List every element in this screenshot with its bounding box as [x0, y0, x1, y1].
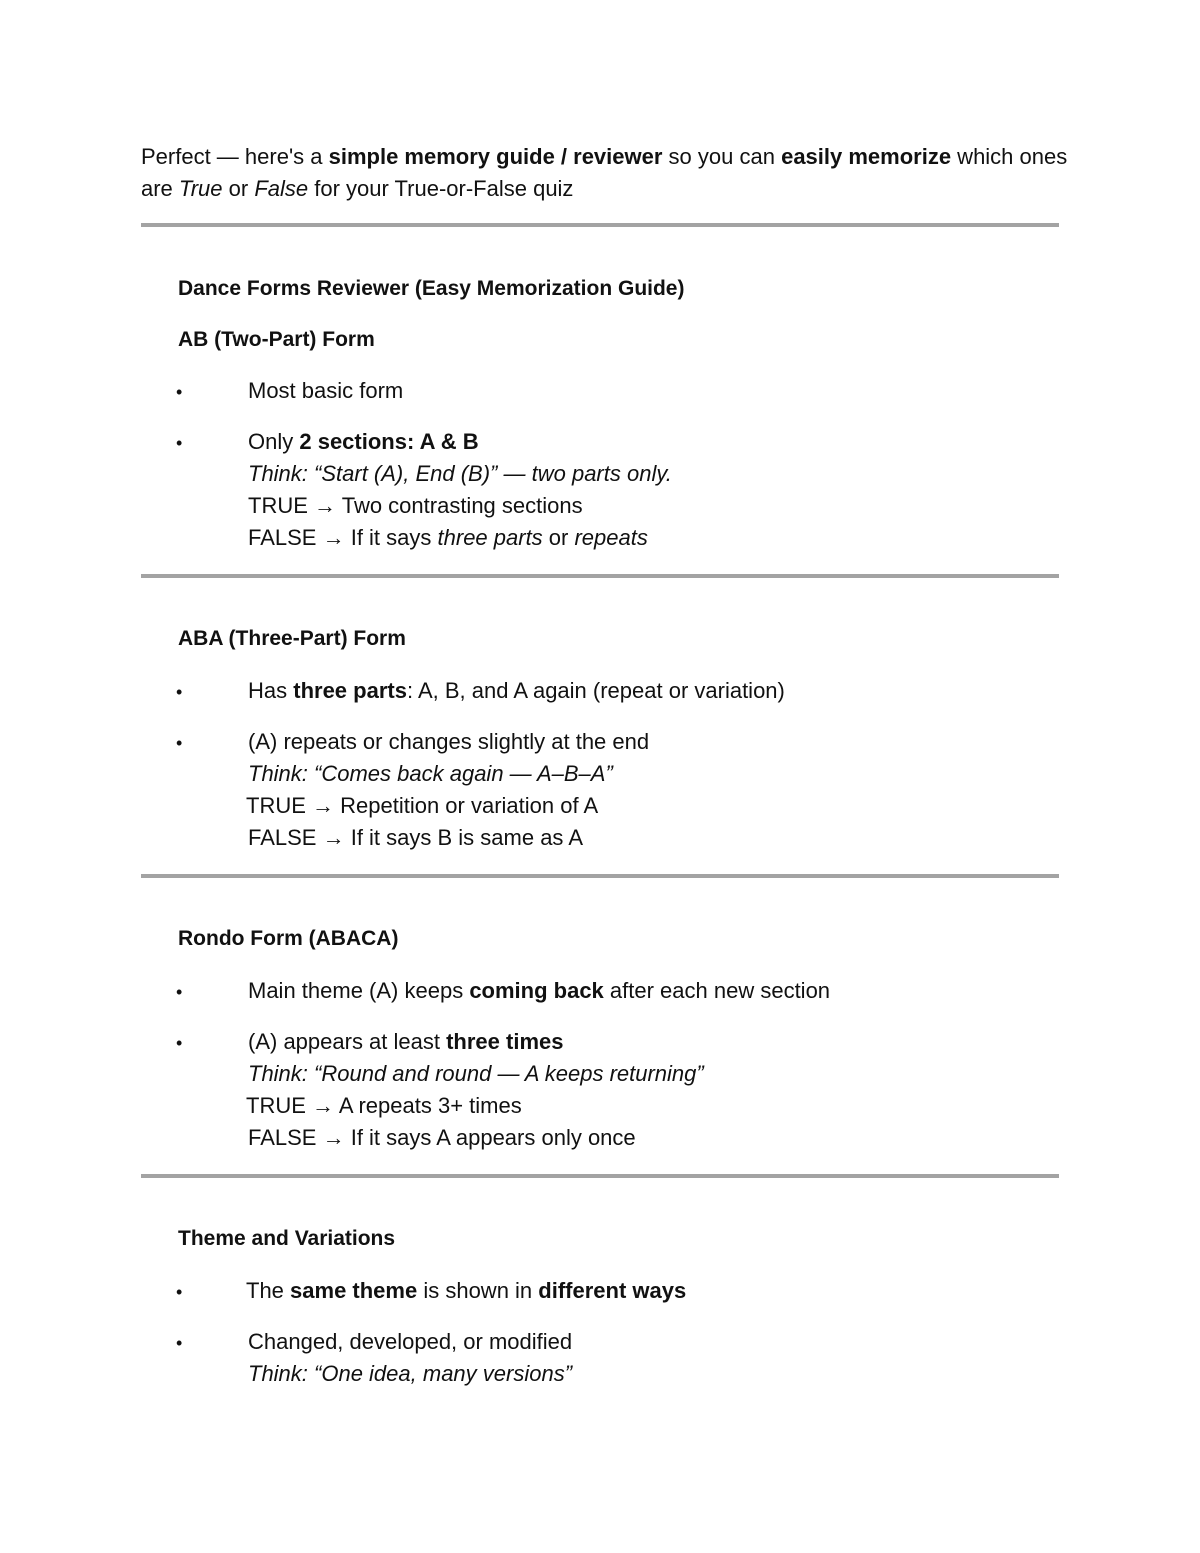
section-heading-aba: ABA (Three-Part) Form [178, 627, 406, 650]
think-label: Think [248, 1361, 302, 1386]
intro-text: which ones are [141, 144, 1068, 201]
text: is shown in [417, 1278, 539, 1303]
intro-text: so you can [662, 144, 782, 169]
rondo-point-1 [248, 975, 830, 1007]
theme-think-line [248, 1358, 572, 1390]
rondo-think-line [248, 1058, 704, 1090]
bullet-icon: • [176, 733, 183, 753]
ab-point-1: Most basic form [248, 378, 404, 403]
bold-text: different ways [538, 1278, 687, 1303]
think-text: : “Comes back again — A–B–A” [301, 761, 613, 786]
aba-think-line [248, 758, 613, 790]
text: The [246, 1278, 291, 1303]
intro-bold-guide: simple memory guide / reviewer [328, 144, 663, 169]
section-heading-theme: Theme and Variations [178, 1227, 396, 1250]
text: Only [248, 429, 300, 454]
bullet-icon: • [176, 1282, 183, 1302]
rondo-true-line: TRUE → A repeats 3+ times [246, 1093, 522, 1118]
aba-point-2: (A) repeats or changes slightly at the end [248, 729, 650, 754]
intro-text: Perfect — here's a [141, 144, 329, 169]
think-label: Think [248, 1061, 302, 1086]
aba-true-line: TRUE → Repetition or variation of A [246, 793, 599, 818]
horizontal-rule [141, 874, 1059, 878]
intro-italic-false: False [254, 176, 309, 201]
rondo-point-2 [248, 1026, 564, 1058]
ab-think-line [248, 458, 672, 490]
horizontal-rule [141, 1174, 1059, 1178]
theme-point-1 [246, 1275, 686, 1307]
bullet-icon: • [176, 1033, 183, 1053]
bullet-icon: • [176, 1333, 183, 1353]
ab-point-2 [248, 426, 479, 458]
aba-point-1 [248, 675, 785, 707]
text: after each new section [603, 978, 831, 1003]
bold-text: three parts [293, 678, 407, 703]
ab-false-line [248, 522, 648, 554]
italic-text: three parts [437, 525, 543, 550]
bold-text: same theme [290, 1278, 418, 1303]
section-heading-ab: AB (Two-Part) Form [178, 328, 375, 351]
text: or [542, 525, 575, 550]
aba-false-line: FALSE → If it says B is same as A [248, 825, 584, 850]
text: Has [248, 678, 294, 703]
italic-text: repeats [574, 525, 648, 550]
think-label: Think [248, 761, 302, 786]
bullet-icon: • [176, 982, 183, 1002]
intro-text: for your True-or-False quiz [308, 176, 574, 201]
bold-text: coming back [469, 978, 604, 1003]
theme-point-2: Changed, developed, or modified [248, 1329, 573, 1354]
bold-text: three times [446, 1029, 564, 1054]
think-text: : “Start (A), End (B)” — two parts only. [301, 461, 672, 486]
intro-italic-true: True [178, 176, 223, 201]
intro-text: or [222, 176, 255, 201]
ab-true-line: TRUE → Two contrasting sections [248, 493, 583, 518]
text: Main theme (A) keeps [248, 978, 470, 1003]
think-label: Think [248, 461, 302, 486]
intro-bold-memorize: easily memorize [781, 144, 952, 169]
horizontal-rule [141, 574, 1059, 578]
bullet-icon: • [176, 682, 183, 702]
bullet-icon: • [176, 382, 183, 402]
rondo-false-line: FALSE → If it says A appears only once [248, 1125, 636, 1150]
horizontal-rule [141, 223, 1059, 227]
text: FALSE → If it says [248, 525, 438, 550]
think-text: : “Round and round — A keeps returning” [301, 1061, 704, 1086]
think-text: : “One idea, many versions” [301, 1361, 573, 1386]
bold-text: 2 sections: A & B [299, 429, 479, 454]
intro-paragraph [141, 141, 1071, 205]
text: : A, B, and A again (repeat or variation) [406, 678, 785, 703]
text: (A) appears at least [248, 1029, 447, 1054]
document-title: Dance Forms Reviewer (Easy Memorization Guide) [178, 277, 685, 300]
bullet-icon: • [176, 433, 183, 453]
section-heading-rondo: Rondo Form (ABACA) [178, 927, 399, 950]
